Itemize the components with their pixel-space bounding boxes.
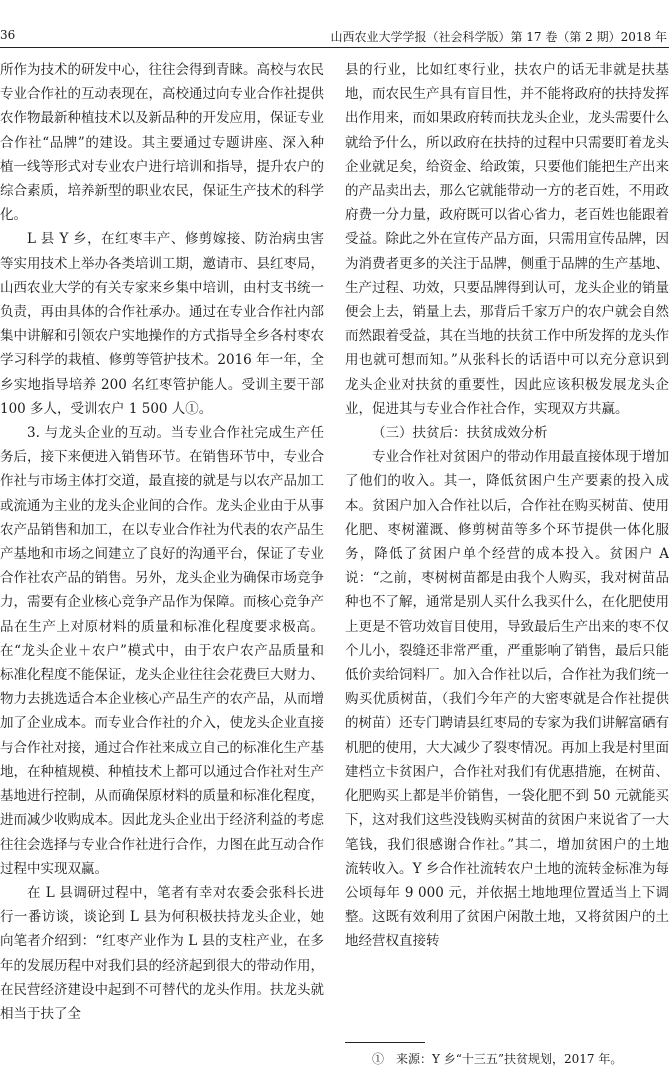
page-number: 36 — [0, 28, 16, 42]
paragraph: 所作为技术的研发中心，往往会得到青睐。高校与农民专业合作社的互动表现在，高校通过向专业合作社提供农作物最新种植技术以及新品种的开发应用，保证专业合作社“品牌”的建设。其主要通过专题讲座、深入种植一线等形式对专业农户进行培训和指导，提升农户的综合素质，培养新型的职业农民，保证生产技术的科学化。 — [0, 62, 324, 224]
header-rule — [0, 47, 669, 48]
footnote: ① 来源：Y 乡“十三五”扶贫规划，2017 年。 — [372, 1052, 623, 1066]
paragraph: 3. 与龙头企业的互动。当专业合作社完成生产任务后，接下来便进入销售环节。在销售环节中，专业合作社与市场主体打交道，最直接的就是与以农产品加工或流通为主业的龙头企业间的合作。龙头企业由于从事农产品销售和加工，在以专业合作社为代表的农产品生产基地和市场之间建立了良好的沟通平台，保证了专业合作社农产品的销售。另外，龙头企业为确保市场竞争力，需要有企业核心竞争产品作为保障。而核心竞争产品在生产上对原材料的质量和标准化程度要求极高。在“龙头企业＋农户”模式中，由于农户农产品质量和标准化程度不能保证，龙头企业往往会花费巨大财力、物力去挑选适合本企业核心产品生产的农产品，从而增加了企业成本。而专业合作社的介入，使龙头企业直接与合作社对接，通过合作社来成立自己的标准化生产基地，在种植规模、种植技术上都可以通过合作社对生产基地进行控制，从而确保原材料的质量和标准化程度，进而减少收购成本。因此龙头企业出于经济利益的考虑往往会选择与专业合作社进行合作，力图在此互动合作过程中实现双赢。 — [0, 425, 324, 877]
left-column — [0, 58, 324, 1026]
paragraph: L 县 Y 乡，在红枣丰产、修剪嫁接、防治病虫害等实用技术上举办各类培训工期，邀请市、县红枣局，山西农业大学的有关专家来乡集中培训，由村支书统一负责，再由具体的合作社承办。通过在专业合作社内部集中讲解和引领农户实地操作的方式指导全乡各村枣农学习科学的栽植、修剪等管护技术。2016 年一年，全乡实地指导培养 200 名红枣管护能人。受训主要干部 100 多人，受训农户 1 500 人①。 — [0, 231, 324, 417]
footnote-rule — [345, 1042, 425, 1043]
paragraph: 专业合作社对贫困户的带动作用最直接体现于增加了他们的收入。其一，降低贫困户生产要素的投入成本。贫困户加入合作社以后，合作社在购买树苗、使用化肥、枣树灌溉、修剪树苗等多个环节提供一体化服务，降低了贫困户单个经营的成本投入。贫困户 A 说：“之前，枣树树苗都是由我个人购买，我对树苗品种也不了解，通常是别人买什么我买什么，在化肥使用上更是不管功效盲目使用，导致最后生产出来的枣不仅个儿小，裂缝还非常严重，严重影响了销售，最后只能低价卖给饲料厂。加入合作社以后，合作社为我们统一购买优质树苗，（我们今年产的大密枣就是合作社提供的树苗）还专门聘请县红枣局的专家为我们讲解富硒有机肥的使用，大大减少了裂枣情况。再加上我是村里面建档立卡贫困户，合作社对我们有优惠措施，在树苗、化肥购买上都是半价销售，一袋化肥不到 50 元就能买下，这对我们这些没钱购买树苗的贫困户来说省了一大笔钱，我们很感谢合作社。”其二，增加贫困户的土地流转收入。Y 乡合作社流转农户土地的流转金标准为每公顷每年 9 000 元，并依据土地地理位置适当上下调整。这既有效利用了贫困户闲散土地，又将贫困户的土地经营权直接转 — [345, 449, 669, 950]
journal-title: 山西农业大学学报（社会科学版）第 17 卷（第 2 期）2018 年 — [330, 30, 667, 44]
section-heading: （三）扶贫后：扶贫成效分析 — [372, 425, 548, 442]
paragraph: 在 L 县调研过程中，笔者有幸对农委会张科长进行一番访谈，谈论到 L 县为何积极扶持龙头企业，她向笔者介绍到：“红枣产业作为 L 县的支柱产业，在多年的发展历程中对我们县的经济起到很大的带动作用，在民营经济建设中起到不可替代的龙头作用。扶龙头就相当于扶了全 — [0, 884, 324, 1022]
paragraph: 县的行业，比如红枣行业，扶农户的话无非就是扶基地，而农民生产具有盲目性，并不能将政府的扶持发挥出作用来，而如果政府转而扶龙头企业，龙头需要什么就给予什么，所以政府在扶持的过程中只需要盯着龙头企业就足矣，给资金、给政策，只要他们能把生产出来的产品卖出去，那么它就能带动一方的老百姓，不用政府费一分力量，政府既可以省心省力，老百姓也能跟着受益。除此之外在宣传产品方面，只需用宣传品牌，因为消费者更多的关注于品牌，侧重于品牌的生产基地、生产过程、功效，只要品牌得到认可，龙头企业的销量便会上去，销量上去，那背后千家万户的农户就会自然而然跟着受益，其在当地的扶贫工作中所发挥的龙头作用也就可想而知。”从张科长的话语中可以充分意识到龙头企业对扶贫的重要性，因此应该积极发展龙头企业，促进其与专业合作社合作，实现双方共赢。 — [345, 62, 669, 417]
right-column — [345, 58, 669, 954]
running-header — [0, 24, 669, 46]
